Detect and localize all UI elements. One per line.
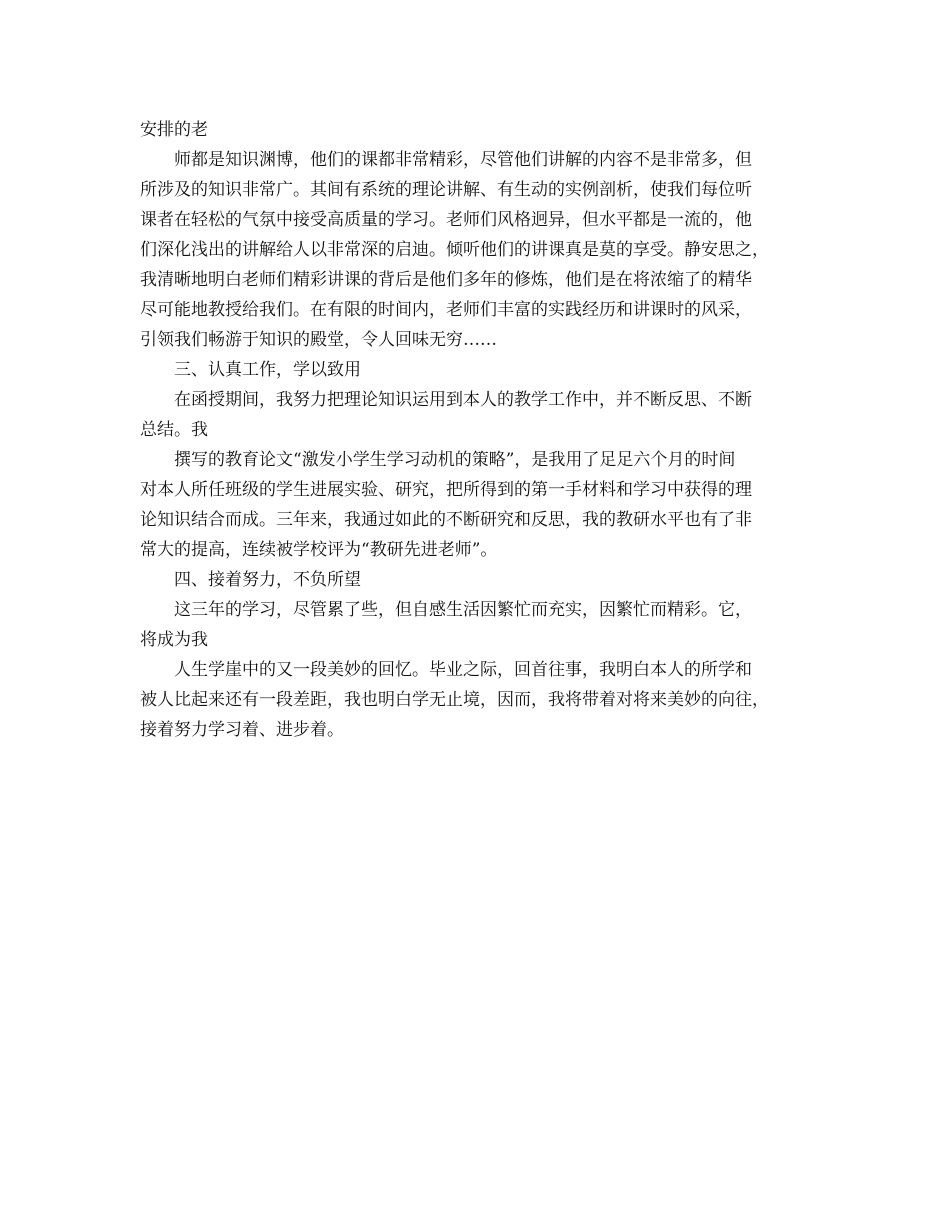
text-line: 在函授期间，我努力把理论知识运用到本人的教学工作中，并不断反思、不断 [174, 390, 752, 410]
text-line: 人生学崖中的又一段美妙的回忆。毕业之际，回首往事，我明白本人的所学和 [174, 660, 752, 680]
text-line: 被人比起来还有一段差距，我也明白学无止境，因而，我将带着对将来美妙的向往， [140, 690, 769, 710]
text-line: 们深化浅出的讲解给人以非常深的启迪。倾听他们的讲课真是莫的享受。静安思之， [140, 240, 769, 260]
text-line: 将成为我 [140, 630, 208, 650]
section-heading: 四、接着努力，不负所望 [174, 570, 361, 590]
text-line: 常大的提高，连续被学校评为“教研先进老师”。 [140, 540, 498, 560]
text-line: 安排的老 [140, 120, 208, 140]
text-line: 对本人所任班级的学生进展实验、研究，把所得到的第一手材料和学习中获得的理 [140, 480, 752, 500]
text-line: 论知识结合而成。三年来，我通过如此的不断研究和反思，我的教研水平也有了非 [140, 510, 752, 530]
section-heading: 三、认真工作，学以致用 [174, 360, 361, 380]
text-line: 接着努力学习着、进步着。 [140, 720, 344, 740]
text-line: 所涉及的知识非常广。其间有系统的理论讲解、有生动的实例剖析，使我们每位听 [140, 180, 752, 200]
text-line: 这三年的学习，尽管累了些，但自感生活因繁忙而充实，因繁忙而精彩。它， [174, 600, 752, 620]
text-line: 我清晰地明白老师们精彩讲课的背后是他们多年的修炼，他们是在将浓缩了的精华 [140, 270, 752, 290]
document-body [140, 115, 820, 745]
text-line: 总结。我 [140, 420, 208, 440]
text-line: 引领我们畅游于知识的殿堂，令人回味无穷…… [140, 330, 497, 350]
text-line: 撰写的教育论文“激发小学生学习动机的策略”，是我用了足足六个月的时间 [174, 450, 736, 470]
text-line: 师都是知识渊博，他们的课都非常精彩，尽管他们讲解的内容不是非常多，但 [174, 150, 752, 170]
text-line: 课者在轻松的气氛中接受高质量的学习。老师们风格迥异，但水平都是一流的，他 [140, 210, 752, 230]
text-line: 尽可能地教授给我们。在有限的时间内，老师们丰富的实践经历和讲课时的风采， [140, 300, 752, 320]
